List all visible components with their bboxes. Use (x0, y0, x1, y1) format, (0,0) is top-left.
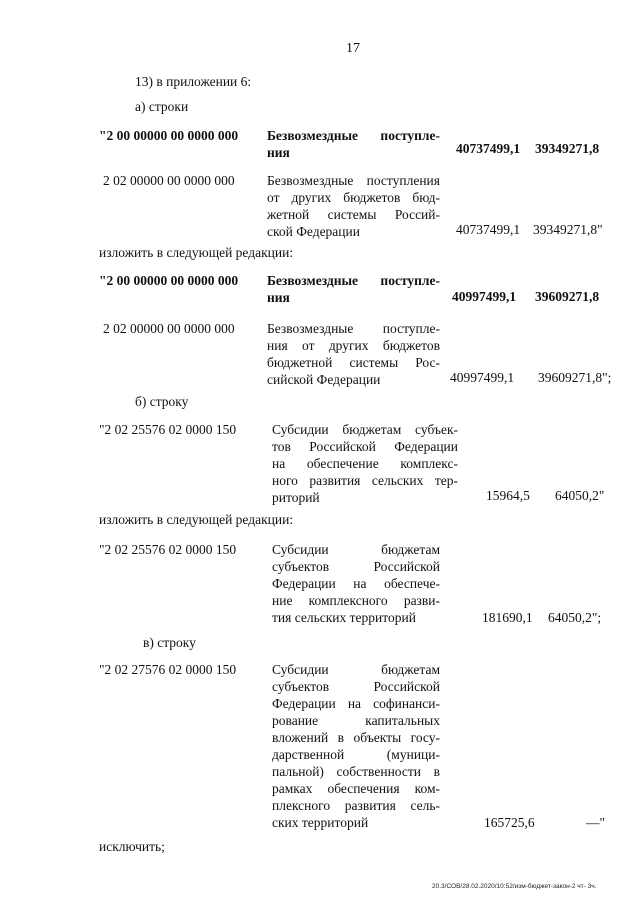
replace-label: изложить в следующей редакции: (99, 245, 294, 260)
document-footer: 20.3/СОВ/28.02.2020/10:52/изм-бюджет-закон-2 чт- 3ч. (432, 883, 597, 890)
row-description (272, 421, 458, 506)
desc-line: ния (267, 290, 290, 305)
row-description (267, 272, 440, 306)
desc-line: бюджетной системы Рос- (267, 355, 440, 370)
section-c-label: в) строку (143, 635, 196, 650)
desc-line: тия сельских территорий (272, 610, 416, 625)
desc-line: вложений в объекты госу- (272, 730, 440, 745)
desc-line: Безвозмездные поступле- (267, 273, 440, 288)
row-value-2: 64050,2" (555, 488, 605, 503)
desc-line: пальной) собственности в (272, 764, 440, 779)
desc-line: жетной системы Россий- (267, 207, 440, 222)
row-value-2: 39349271,8" (533, 222, 603, 237)
row-code: 2 02 00000 00 0000 000 (103, 321, 235, 336)
desc-line: ного развития сельских тер- (272, 473, 458, 488)
desc-line: Безвозмездные поступле- (267, 128, 440, 143)
desc-line: Субсидии бюджетам субъек- (272, 422, 458, 437)
row-code: 2 02 00000 00 0000 000 (103, 173, 235, 188)
row-value-2: —" (586, 815, 606, 830)
row-description (272, 541, 440, 626)
row-value-1: 15964,5 (486, 488, 530, 503)
desc-line: Федерации на софинанси- (272, 696, 440, 711)
row-code: "2 02 25576 02 0000 150 (99, 422, 237, 437)
desc-line: от других бюджетов бюд- (267, 190, 440, 205)
row-description (267, 320, 440, 388)
row-value-1: 40737499,1 (456, 222, 521, 237)
row-value-1: 40997499,1 (450, 370, 515, 385)
desc-line: ской Федерации (267, 224, 360, 239)
row-value-2: 39349271,8 (535, 141, 600, 156)
row-code: "2 02 25576 02 0000 150 (99, 542, 237, 557)
row-description (267, 172, 440, 240)
desc-line: Безвозмездные поступления (267, 173, 440, 188)
row-value-1: 165725,6 (484, 815, 535, 830)
amendment-intro: 13) в приложении 6: (135, 74, 252, 89)
desc-line: на обеспечение комплекс- (272, 456, 458, 471)
desc-line: рование капитальных (272, 713, 440, 728)
desc-line: ских территорий (272, 815, 369, 830)
desc-line: Субсидии бюджетам (272, 662, 440, 677)
desc-line: рамках обеспечения ком- (272, 781, 440, 796)
desc-line: сийской Федерации (267, 372, 381, 387)
desc-line: дарственной (муници- (272, 747, 440, 762)
row-description (267, 127, 440, 161)
replace-label: изложить в следующей редакции: (99, 512, 294, 527)
desc-line: тов Российской Федерации (272, 439, 458, 454)
row-code: "2 02 27576 02 0000 150 (99, 662, 237, 677)
desc-line: Федерации на обеспече- (272, 576, 440, 591)
page-number: 17 (346, 41, 360, 56)
row-value-1: 181690,1 (482, 610, 533, 625)
desc-line: Субсидии бюджетам (272, 542, 440, 557)
desc-line: ния от других бюджетов (267, 338, 440, 353)
row-value-1: 40737499,1 (456, 141, 521, 156)
row-value-2: 39609271,8 (535, 289, 600, 304)
desc-line: плексного развития сель- (272, 798, 440, 813)
desc-line: риторий (272, 490, 320, 505)
desc-line: субъектов Российской (272, 559, 440, 574)
section-a-label: а) строки (135, 99, 189, 114)
desc-line: ния (267, 145, 290, 160)
row-code: "2 00 00000 00 0000 000 (99, 273, 239, 288)
action-label: исключить; (99, 839, 165, 854)
row-description (272, 661, 440, 831)
row-value-2: 39609271,8"; (538, 370, 612, 385)
row-value-1: 40997499,1 (452, 289, 517, 304)
row-code: "2 00 00000 00 0000 000 (99, 128, 239, 143)
section-b-label: б) строку (135, 394, 189, 409)
desc-line: Безвозмездные поступле- (267, 321, 440, 336)
row-value-2: 64050,2"; (548, 610, 602, 625)
desc-line: ние комплексного разви- (272, 593, 440, 608)
desc-line: субъектов Российской (272, 679, 440, 694)
